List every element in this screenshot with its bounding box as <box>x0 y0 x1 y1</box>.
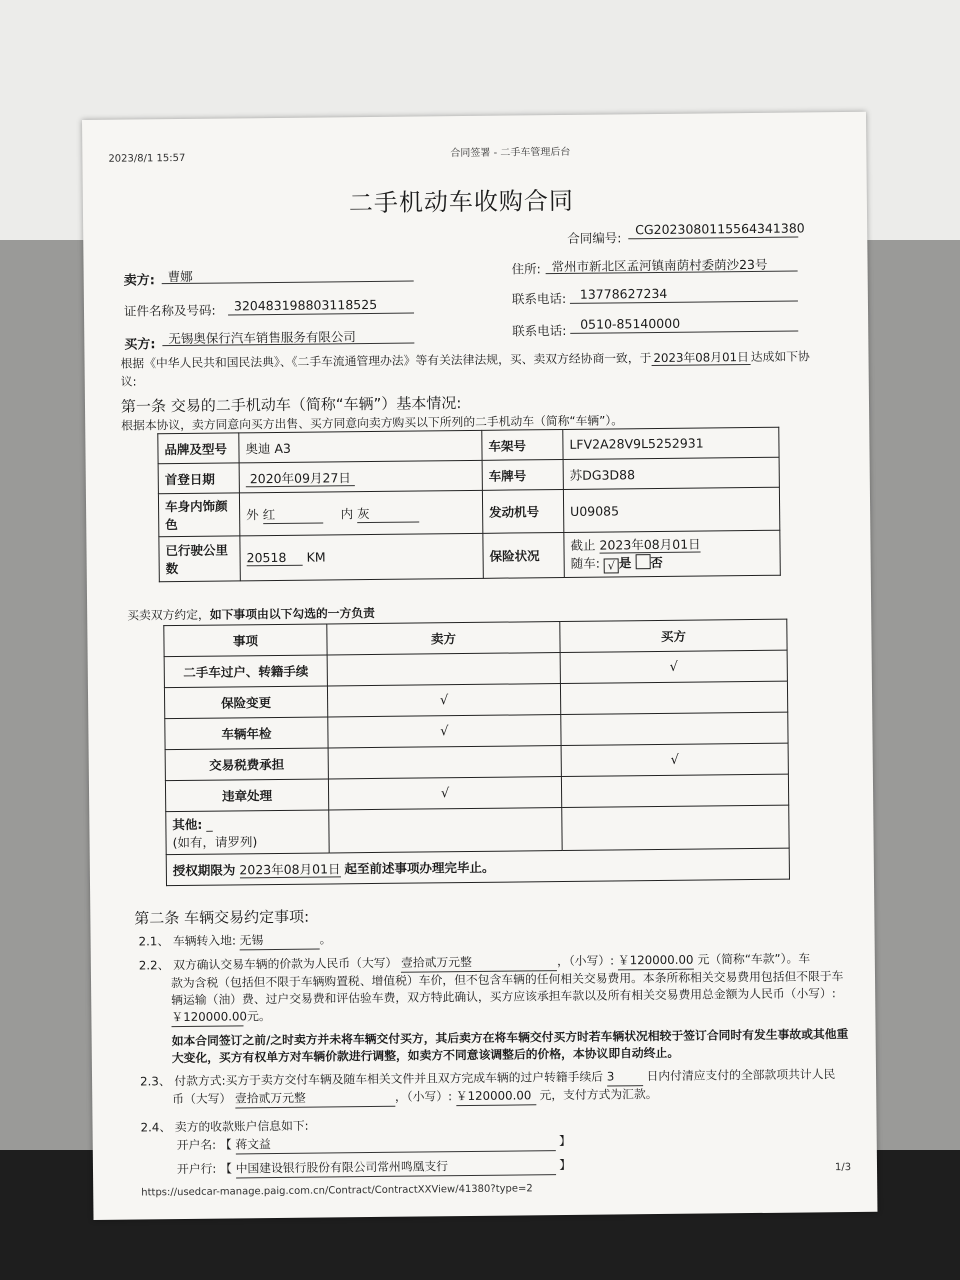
clause-2-3-text-a: 付款方式:买方于卖方交付车辆及随车相关文件并且双方完成车辆的过户转籍手续后 <box>174 1069 604 1089</box>
clause-2-4 <box>140 1118 308 1137</box>
mileage-cell <box>240 533 483 581</box>
intro-text-2: 达成如下协 <box>750 349 810 365</box>
clause-2-2-bold-2: 大变化，买方有权单方对车辆价款进行调整，如卖方不同意该调整后的价格，本协议即自动终止。 <box>171 1045 680 1066</box>
clause-2-1: 2.1、 车辆转入地: 无锡 。 <box>138 932 332 949</box>
reg-value: 2020年09月27日 <box>246 470 355 487</box>
resp-deadline-label: 授权期限为 <box>172 862 236 879</box>
resp-other-note: (如有，请罗列) <box>172 834 258 851</box>
id-value: 320483198803118525 <box>233 296 378 314</box>
resp-deadline-value: 2023年08月01日 <box>239 861 341 878</box>
print-datetime: 2023/8/1 15:57 <box>108 152 186 165</box>
responsibility-intro <box>127 605 375 625</box>
clause-2-2-line-2: 款为含税（包括但不限于车辆购置税、增值税）车价，但不包含车辆的任何相关交易费用。本条所称相关交易费用包括但不限于车 <box>170 969 844 991</box>
vin-value: LFV2A28V9L5252931 <box>563 427 779 459</box>
resp-seller-mark: √ <box>328 715 561 748</box>
clause-2-2-bold-1: 如本合同签订之前/之时卖方并未将车辆交付买方，其后卖方在将车辆交付买方时若车辆状况相较于签订合同时有发生事故或其他重 <box>171 1027 849 1049</box>
clause-2-2-text-b: ，（小写）: <box>556 953 615 969</box>
clause-2-1-no: 2.1、 <box>138 934 170 949</box>
clause-2-3-text-b: 日内付清应支付的全部款项共计人民 <box>646 1067 836 1084</box>
section-2-title: 第二条 车辆交易约定事项: <box>134 907 310 928</box>
plate-value: 苏DG3D88 <box>563 457 779 489</box>
int-value: 灰 <box>357 503 419 523</box>
engine-value: U09085 <box>563 487 779 532</box>
clause-2-4-no: 2.4、 <box>140 1120 172 1135</box>
contract-no-value: CG2023080115564341380 <box>635 220 805 238</box>
resp-header-seller: 卖方 <box>327 622 560 655</box>
resp-other-value: _ <box>206 816 213 832</box>
resp-item: 二手车过户、转籍手续 <box>164 655 327 688</box>
insurance-cell <box>564 530 780 577</box>
mileage-label: 已行驶公里数 <box>159 536 240 582</box>
resp-deadline-suffix: 起至前述事项办理完毕止。 <box>344 859 495 877</box>
account-bank-line: 开户行: 【 中国建设银行股份有限公司常州鸣凰支行 】 <box>177 1157 571 1179</box>
address-label: 住所: <box>511 261 541 277</box>
clause-2-2-text-c: 元（简称“车款”）。车 <box>697 951 811 967</box>
clause-2-3-days: 3 <box>607 1068 643 1086</box>
color-cell <box>239 490 482 536</box>
seller-value: 曹娜 <box>167 268 193 285</box>
with-car-no-label: 否 <box>650 554 663 571</box>
plate-label: 车牌号 <box>482 459 563 490</box>
page-number: 1/3 <box>834 1162 852 1174</box>
vehicle-table <box>157 427 781 583</box>
contract-title: 二手机动车收购合同 <box>348 186 575 218</box>
clause-2-2-upper: 壹拾贰万元整 <box>401 953 557 973</box>
resp-item: 交易税费承担 <box>165 748 328 781</box>
insurance-until-value: 2023年08月01日 <box>599 536 701 553</box>
resp-seller-mark <box>327 653 560 686</box>
insurance-until-label: 截止 <box>570 537 596 553</box>
resp-other-label: 其他: <box>172 816 203 833</box>
address-value: 常州市新北区孟河镇南荫村委荫沙23号 <box>551 256 768 275</box>
brand-label: 品牌及型号 <box>158 433 239 464</box>
table-row-deadline <box>166 848 789 886</box>
seller-label: 卖方: <box>123 273 155 289</box>
clause-2-2-total: ￥120000.00 <box>171 1008 243 1027</box>
mileage-unit: KM <box>306 549 326 565</box>
with-car-yes-label: 是 <box>618 555 632 571</box>
responsibility-table <box>163 619 790 887</box>
with-car-line <box>571 552 774 574</box>
resp-header-item: 事项 <box>164 624 327 657</box>
intro-date: 2023年08月01日 <box>651 350 751 366</box>
int-label: 内 <box>340 505 354 521</box>
clause-2-2-text-a: 双方确认交易车辆的价款为人民币（大写） <box>173 955 398 973</box>
account-holder-value: 蒋文益 <box>235 1133 555 1154</box>
resp-buyer-mark: √ <box>561 743 788 776</box>
account-bank-label: 开户行: <box>176 1161 217 1177</box>
table-row-other <box>166 805 789 855</box>
clause-2-3-text-c: 币（大写） <box>172 1091 232 1107</box>
clause-2-3 <box>140 1066 836 1109</box>
resp-buyer-mark <box>561 774 788 807</box>
intro-line <box>120 348 809 372</box>
clause-2-1-label: 车辆转入地: <box>172 933 236 949</box>
clause-2-2-yuan: 元。 <box>247 1009 271 1024</box>
contract-page <box>82 112 877 1220</box>
resp-other-buyer <box>562 805 789 850</box>
clause-2-3-text-e: 元，支付方式为汇款。 <box>539 1087 658 1103</box>
resp-item: 车辆年检 <box>165 717 328 750</box>
clause-2-3-lower: ￥120000.00 <box>456 1087 536 1106</box>
clause-2-2-line-3: 辆运输（油）费、过户交易费和评估验车费，双方特此确认，买方应该承担车款以及所有相关交易费用总金额为人民币（小写）: <box>171 986 836 1008</box>
clause-2-2 <box>138 950 849 1067</box>
account-bank-value: 中国建设银行股份有限公司常州鸣凰支行 <box>236 1157 556 1178</box>
resp-header-buyer: 买方 <box>560 619 787 652</box>
section-1-title: 第一条 交易的二手机动车（简称“车辆”）基本情况: <box>120 394 462 416</box>
resp-buyer-mark <box>560 681 787 714</box>
intro-text-1: 根据《中华人民共和国民法典》、《二手车流通管理办法》等有关法律法规，买、卖双方经协商一致，于 <box>120 351 652 371</box>
reg-cell <box>239 460 482 493</box>
clause-2-3-text-d: ，（小写）: <box>394 1089 453 1104</box>
clause-2-3-upper: 壹拾贰万元整 <box>235 1089 395 1109</box>
account-holder-line: 开户名: 【 蒋文益 】 <box>177 1133 571 1155</box>
clause-2-2-no: 2.2、 <box>138 958 170 973</box>
resp-item: 保险变更 <box>164 686 327 719</box>
resp-seller-mark: √ <box>327 684 560 717</box>
clause-2-1-value: 无锡 <box>240 932 320 951</box>
insurance-label: 保险状况 <box>483 532 564 578</box>
engine-label: 发动机号 <box>482 489 563 533</box>
ext-value: 红 <box>263 504 323 524</box>
with-car-label: 随车: <box>570 555 600 571</box>
vin-label: 车架号 <box>482 429 563 460</box>
clause-2-3-no: 2.3、 <box>139 1074 171 1089</box>
with-car-no-checkbox[interactable] <box>635 554 650 569</box>
resp-seller-mark <box>328 746 561 779</box>
print-url: https://usedcar-manage.paig.com.cn/Contract/ContractXXView/41380?type=2 <box>141 1183 533 1199</box>
resp-deadline-cell <box>166 848 789 886</box>
seller-phone-label: 联系电话: <box>511 290 567 307</box>
buyer-label: 买方: <box>124 337 156 353</box>
responsibility-intro-bold: 如下事项由以下勾选的一方负责 <box>209 605 376 622</box>
resp-item: 违章处理 <box>165 779 328 812</box>
intro-line-2: 议: <box>120 374 137 389</box>
section-1-desc: 根据本协议，卖方同意向买方出售、买方同意向卖方购买以下所列的二手机动车（简称“车辆”）。 <box>121 413 624 433</box>
reg-label: 首登日期 <box>158 463 239 494</box>
resp-buyer-mark: √ <box>560 650 787 683</box>
seller-phone-value: 13778627234 <box>579 285 668 302</box>
responsibility-intro-normal: 买卖双方约定， <box>127 607 210 623</box>
buyer-phone-value: 0510-85140000 <box>580 315 681 332</box>
clause-2-2-lower: ￥120000.00 <box>618 952 694 971</box>
seller-underline <box>162 281 414 285</box>
buyer-value: 无锡奥保行汽车销售服务有限公司 <box>168 329 356 347</box>
insurance-until-line <box>570 534 773 554</box>
buyer-phone-label: 联系电话: <box>512 322 567 339</box>
resp-seller-mark: √ <box>328 777 561 810</box>
brand-value: 奥迪 A3 <box>239 430 482 463</box>
color-label: 车身内饰颜色 <box>158 493 239 537</box>
ext-label: 外 <box>246 506 259 522</box>
print-page-title: 合同签署 - 二手车管理后台 <box>450 146 571 160</box>
resp-other-cell <box>166 810 329 855</box>
contract-no-label: 合同编号: <box>567 230 622 246</box>
resp-other-seller <box>329 808 562 853</box>
with-car-yes-checkbox[interactable]: √ <box>604 558 619 573</box>
resp-buyer-mark <box>561 712 788 745</box>
id-label: 证件名称及号码: <box>123 302 216 319</box>
mileage-value: 20518 <box>247 550 303 567</box>
clause-2-4-label: 卖方的收款账户信息如下: <box>174 1118 309 1135</box>
account-holder-label: 开户名: <box>176 1137 217 1153</box>
